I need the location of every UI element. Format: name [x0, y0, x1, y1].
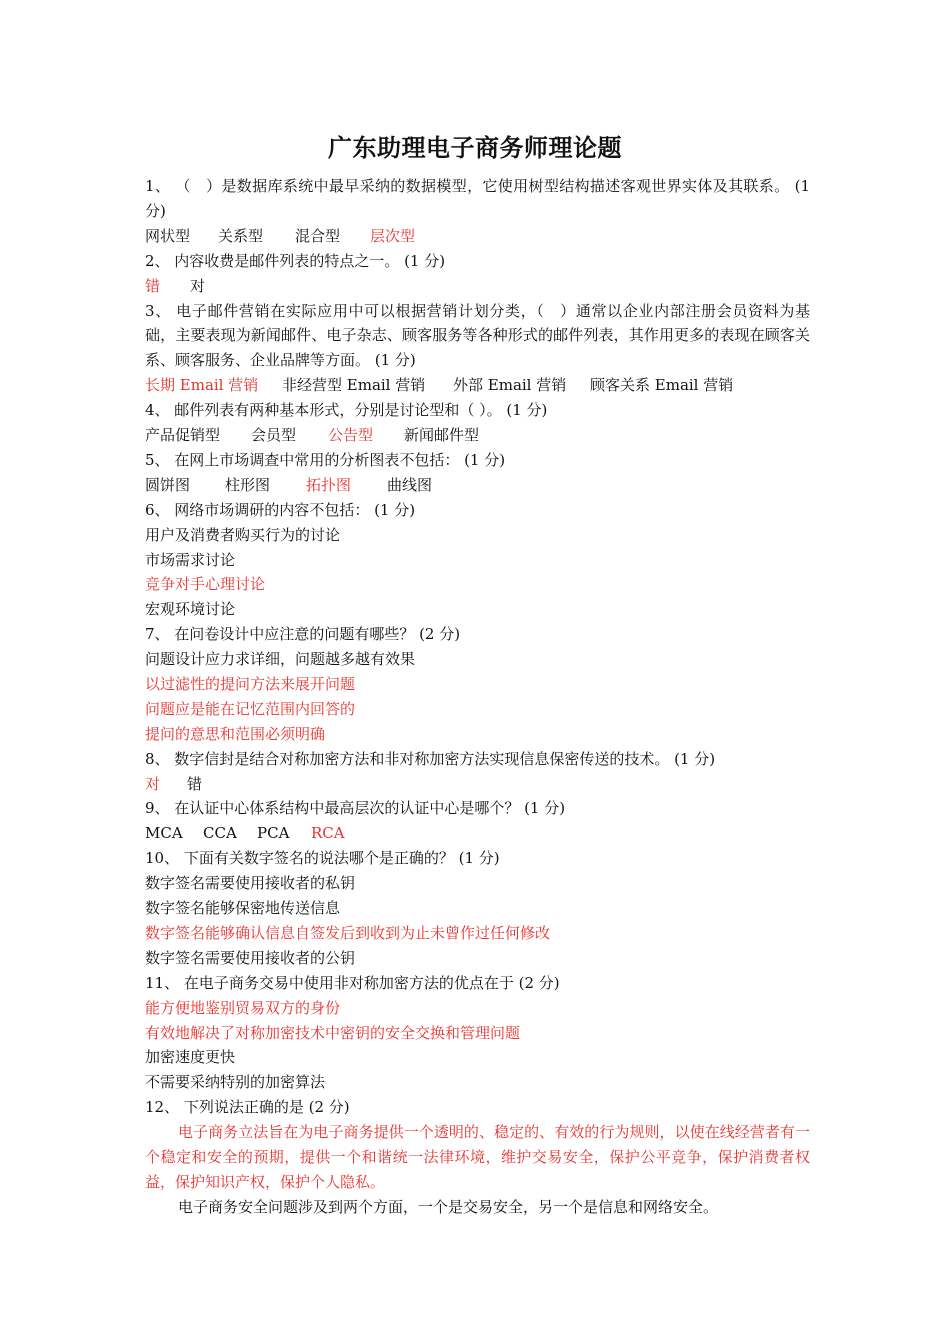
answer-option: 竞争对手心理讨论 [145, 575, 266, 594]
option: MCA [145, 824, 183, 843]
question-text: 2、 内容收费是邮件列表的特点之一。 (1 分) [145, 251, 446, 270]
question-text: 9、 在认证中心体系结构中最高层次的认证中心是哪个？ (1 分) [145, 799, 566, 818]
option: 数字签名能够保密地传送信息 [145, 899, 341, 918]
option: CCA [203, 824, 237, 843]
option: 对 [190, 276, 206, 295]
option-row [145, 373, 810, 398]
question-text: 3、 电子邮件营销在实际应用中可以根据营销计划分类，（ ）通常以企业内部注册会员资料为基础，主要表现为新闻邮件、电子杂志、顾客服务等各种形式的邮件列表，其作用更多的表现在顾客关系、顾客服务、企业品牌等方面。 (1 分) [145, 301, 810, 370]
question-text: 12、 下列说法正确的是 (2 分) [145, 1098, 350, 1117]
option: 外部 Email 营销 [453, 376, 567, 395]
option: 新闻邮件型 [404, 426, 480, 445]
option: 混合型 [295, 226, 341, 245]
option: 数字签名需要使用接收者的私钥 [145, 874, 356, 893]
option: 顾客关系 Email 营销 [590, 376, 734, 395]
option: 圆饼图 [145, 475, 191, 494]
option: 曲线图 [387, 475, 433, 494]
answer-option: 能方便地鉴别贸易双方的身份 [145, 998, 341, 1017]
answer-option: 以过滤性的提问方法来展开问题 [145, 674, 356, 693]
question-text: 8、 数字信封是结合对称加密方法和非对称加密方法实现信息保密传送的技术。 (1 分) [145, 749, 716, 768]
answer-option: 数字签名能够确认信息自签发后到收到为止未曾作过任何修改 [145, 923, 551, 942]
option-row [145, 224, 810, 249]
question-text: 11、 在电子商务交易中使用非对称加密方法的优点在于 (2 分) [145, 973, 560, 992]
answer-option: 层次型 [370, 226, 416, 245]
question-text: 5、 在网上市场调查中常用的分析图表不包括： (1 分) [145, 450, 506, 469]
option-row [145, 423, 810, 448]
question-text: 1、 （ ）是数据库系统中最早采纳的数据模型，它使用树型结构描述客观世界实体及其联系。 (1 分) [145, 177, 810, 220]
option: 会员型 [251, 426, 297, 445]
answer-option: 电子商务立法旨在为电子商务提供一个透明的、稳定的、有效的行为规则，以使在线经营者有一个稳定和安全的预期，提供一个和谐统一法律环境，维护交易安全，保护公平竞争，保护消费者权益，保护知识产权，保护个人隐私。 [145, 1123, 810, 1191]
option: 市场需求讨论 [145, 550, 236, 569]
option: 网状型 [145, 226, 191, 245]
page-title: 广东助理电子商务师理论题 [328, 134, 622, 162]
option: 用户及消费者购买行为的讨论 [145, 525, 341, 544]
answer-option: 公告型 [328, 426, 374, 445]
option: 加密速度更快 [145, 1048, 236, 1067]
option: 非经营型 Email 营销 [282, 376, 426, 395]
option: 宏观环境讨论 [145, 600, 236, 619]
option: 问题设计应力求详细，问题越多越有效果 [145, 650, 416, 669]
option: 不需要采纳特别的加密算法 [145, 1073, 326, 1092]
question-text: 4、 邮件列表有两种基本形式，分别是讨论型和（ ）。 (1 分) [145, 401, 548, 420]
option-row [145, 821, 810, 846]
option: 数字签名需要使用接收者的公钥 [145, 948, 356, 967]
question-text: 7、 在问卷设计中应注意的问题有哪些？ (2 分) [145, 625, 461, 644]
option-row [145, 473, 810, 498]
option: PCA [257, 824, 290, 843]
answer-option: 拓扑图 [306, 475, 352, 494]
option: 关系型 [218, 226, 264, 245]
answer-option: 问题应是能在记忆范围内回答的 [145, 699, 356, 718]
answer-option: RCA [311, 824, 345, 843]
answer-option: 提问的意思和范围必须明确 [145, 724, 326, 743]
answer-option: 错 [145, 276, 161, 295]
option: 产品促销型 [145, 426, 221, 445]
answer-option: 对 [145, 774, 161, 793]
question-list [145, 174, 810, 1220]
answer-option: 有效地解决了对称加密技术中密钥的安全交换和管理问题 [145, 1023, 521, 1042]
option-row [145, 772, 810, 797]
question-text: 10、 下面有关数字签名的说法哪个是正确的？ (1 分) [145, 849, 500, 868]
option: 电子商务安全问题涉及到两个方面，一个是交易安全，另一个是信息和网络安全。 [178, 1197, 719, 1216]
option: 错 [187, 774, 203, 793]
option-row [145, 274, 810, 299]
question-text: 6、 网络市场调研的内容不包括： (1 分) [145, 500, 416, 519]
answer-option: 长期 Email 营销 [145, 376, 259, 395]
option: 柱形图 [225, 475, 271, 494]
